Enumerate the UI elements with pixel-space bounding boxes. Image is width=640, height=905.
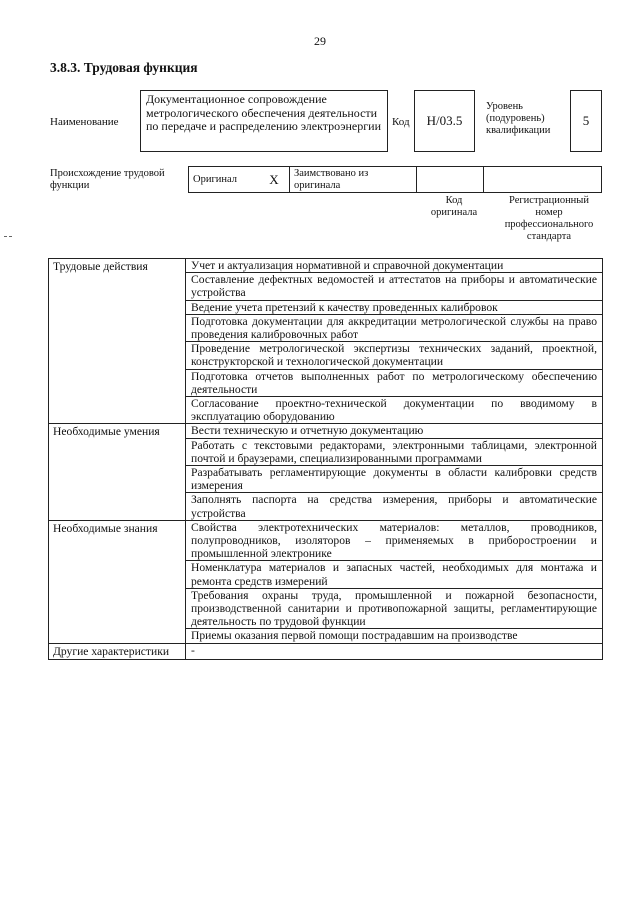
section-item: Разрабатывать регламентирующие документы в области калибровки средств измерения	[186, 466, 603, 493]
section-title: Трудовые действия	[49, 259, 186, 424]
code-label: Код	[392, 116, 410, 128]
section-title: Другие характеристики	[49, 643, 186, 659]
original-mark-cell	[259, 167, 290, 193]
borrowed-label-cell	[290, 167, 417, 193]
section-item: Подготовка отчетов выполненных работ по метрологическому обеспечению деятельности	[186, 369, 603, 396]
section-item: Приемы оказания первой помощи пострадавшим на производстве	[186, 629, 603, 643]
original-code-cell	[417, 167, 484, 193]
function-name-box	[140, 90, 388, 152]
section-item: Работать с текстовыми редакторами, электронными таблицами, электронной почтой и браузерами, специализированными программами	[186, 438, 603, 465]
code-caption: Код оригинала	[430, 195, 478, 218]
section-item: Согласование проектно-технической документации по вводимому в эксплуатацию оборудованию	[186, 397, 603, 424]
section-title: Необходимые умения	[49, 424, 186, 520]
section-item: Заполнять паспорта на средства измерения, приборы и автоматические устройства	[186, 493, 603, 520]
table-row	[49, 643, 603, 659]
section-item: Составление дефектных ведомостей и аттестатов на приборы и автоматические устройства	[186, 273, 603, 300]
section-item: Номенклатура материалов и запасных частей, необходимых для монтажа и ремонта средств измерений	[186, 561, 603, 588]
borrowed-label: Заимствовано из оригинала	[294, 167, 369, 191]
section-item: Проведение метрологической экспертизы технических заданий, проектной, конструкторской и технологической документации	[186, 342, 603, 369]
section-item: Вести техническую и отчетную документацию	[186, 424, 603, 438]
original-mark: X	[269, 171, 279, 187]
function-name-value: Документационное сопровождение метрологического обеспечения деятельности по передаче и распределению электроэнергии	[146, 92, 381, 133]
section-item: Учет и актуализация нормативной и справочной документации	[186, 259, 603, 273]
section-item: Подготовка документации для аккредитации метрологической службы на право проведения калибровочных работ	[186, 314, 603, 341]
name-label: Наименование	[50, 116, 119, 128]
margin-mark	[4, 236, 12, 238]
original-label: Оригинал	[193, 173, 237, 185]
origin-label: Происхождение трудовой функции	[50, 168, 165, 191]
function-details-table	[48, 258, 603, 660]
reg-caption: Регистрационный номер профессионального стандарта	[504, 195, 594, 242]
table-row	[49, 424, 603, 438]
code-value: Н/03.5	[426, 113, 463, 128]
original-label-cell	[189, 167, 260, 193]
section-item: -	[186, 643, 603, 659]
code-box	[414, 90, 475, 152]
table-row	[49, 520, 603, 561]
section-title: Необходимые знания	[49, 520, 186, 643]
table-row	[49, 259, 603, 273]
section-item: Свойства электротехнических материалов: металлов, проводников, полупроводников, изоляторов – применяемых в приборостроении и промышленной электронике	[186, 520, 603, 561]
section-item: Ведение учета претензий к качеству проведенных калибровок	[186, 300, 603, 314]
registration-number-cell	[484, 167, 602, 193]
level-label: Уровень (подуровень) квалификации	[486, 101, 551, 136]
section-heading: 3.8.3. Трудовая функция	[50, 60, 198, 75]
level-value: 5	[582, 113, 590, 128]
level-box	[570, 90, 602, 152]
origin-table	[188, 166, 602, 193]
page-number: 29	[314, 34, 326, 48]
section-item: Требования охраны труда, промышленной и пожарной безопасности, производственной санитарии и противопожарной защиты, регламентирующие деятельность по трудовой функции	[186, 588, 603, 629]
